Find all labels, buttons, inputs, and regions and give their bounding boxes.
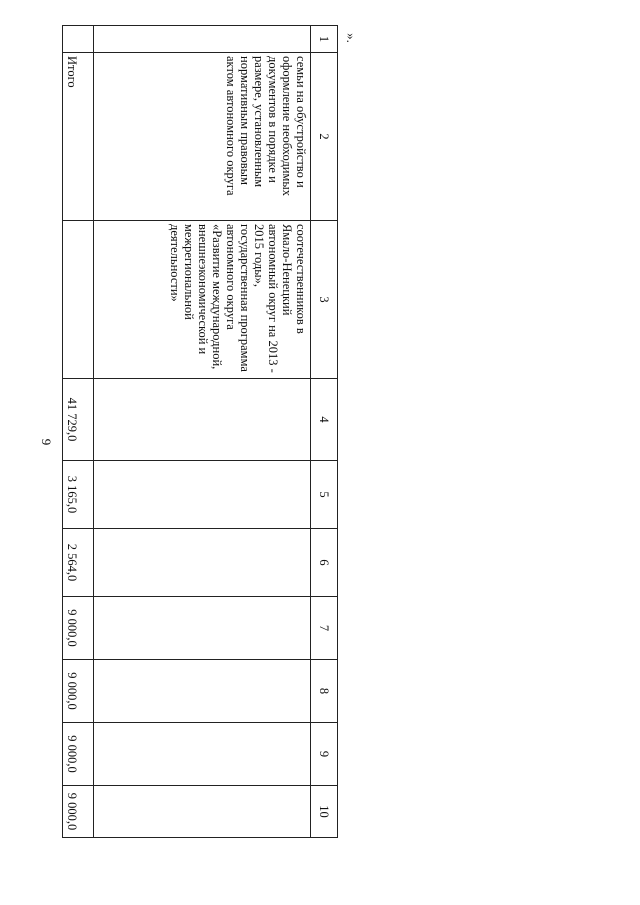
table-cell [94, 461, 311, 529]
table-cell [94, 786, 311, 838]
table-row [94, 26, 311, 838]
page-number: 9 [39, 438, 54, 446]
column-number-row [311, 26, 338, 838]
column-number: 6 [311, 529, 338, 597]
total-label: Итого [63, 53, 94, 221]
total-value: 9 000,0 [63, 786, 94, 838]
column-number: 1 [311, 26, 338, 53]
table-cell [94, 379, 311, 461]
table-cell [63, 221, 94, 379]
table-cell [94, 660, 311, 723]
total-value: 2 564,0 [63, 529, 94, 597]
table-cell [94, 723, 311, 786]
column-number: 7 [311, 597, 338, 660]
total-value: 9 000,0 [63, 723, 94, 786]
column-number: 3 [311, 221, 338, 379]
total-value: 41 729,0 [63, 379, 94, 461]
total-value: 3 165,0 [63, 461, 94, 529]
table-cell [94, 26, 311, 53]
landscape-table-wrapper [62, 25, 338, 837]
table-cell [63, 26, 94, 53]
column-number: 8 [311, 660, 338, 723]
measure-description-cell: семьи на обустройство и оформление необходимых документов в порядке и размере, установленным нормативным правовым актом автономного округа [94, 53, 311, 221]
total-value: 9 000,0 [63, 597, 94, 660]
program-name-cell: соотечественников в Ямало-Ненецкий автономный округ на 2013 - 2015 годы», государственная программа автономного округа «Развитие международной, внешнеэкономической и межрегиональной деятельности» [94, 221, 311, 379]
column-number: 10 [311, 786, 338, 838]
budget-table [62, 25, 338, 838]
column-number: 9 [311, 723, 338, 786]
column-number: 4 [311, 379, 338, 461]
column-number: 5 [311, 461, 338, 529]
total-row [63, 26, 94, 838]
closing-quote-mark: ». [344, 33, 359, 43]
column-number: 2 [311, 53, 338, 221]
total-value: 9 000,0 [63, 660, 94, 723]
table-cell [94, 529, 311, 597]
rotated-table-area [62, 25, 338, 837]
table-cell [94, 597, 311, 660]
